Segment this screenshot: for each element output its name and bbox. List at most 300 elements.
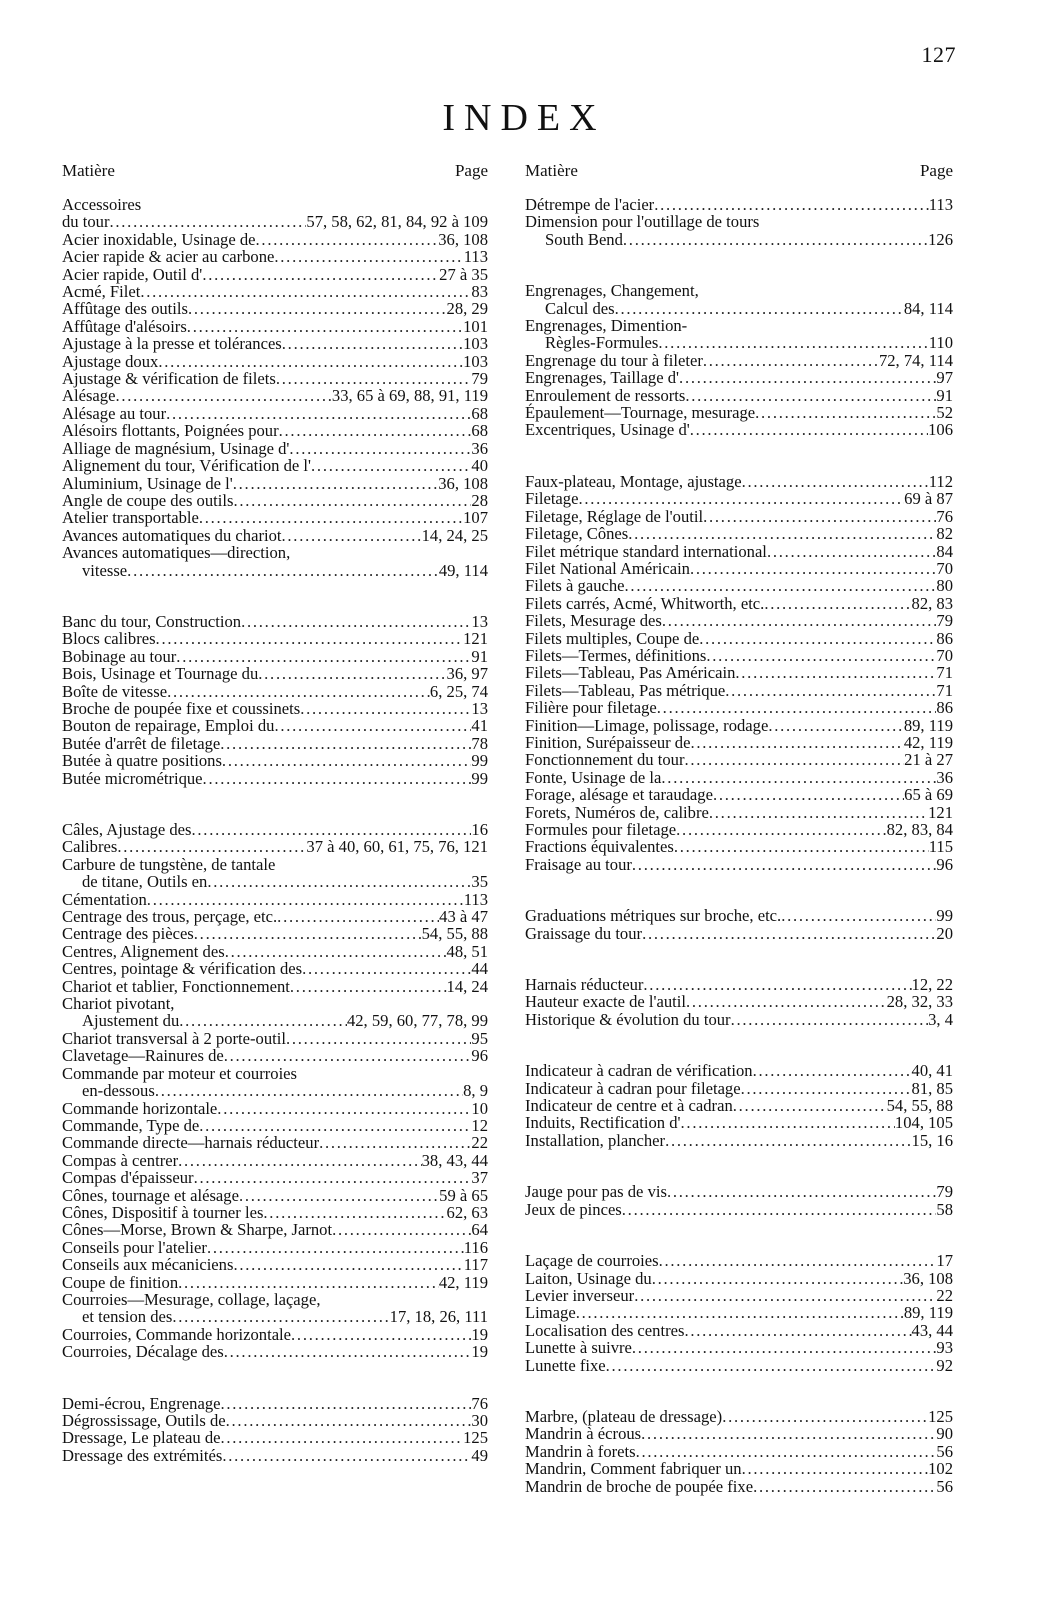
index-entry [525,525,953,542]
index-entry-subject: Lunette fixe [525,1355,606,1375]
index-entry-subject: Filets multiples, Coupe de [525,628,700,648]
index-entry [62,283,488,300]
index-entry-pages: 36 [936,767,953,787]
index-entry-pages: 30 [471,1411,488,1430]
index-entry [525,1408,953,1425]
index-entry-subject: Graissage du tour [525,923,643,943]
index-entry [62,353,488,370]
index-entry-pages: 3, 4 [928,1009,953,1029]
index-entry-pages: 68 [471,421,488,441]
index-entry [525,1114,953,1131]
dot-leader [302,960,471,977]
index-entry-pages: 90 [936,1424,953,1444]
index-group [62,821,488,1361]
index-entry-subject: Atelier transportable [62,508,199,528]
dot-leader [319,1134,471,1151]
dot-leader [764,595,911,612]
index-entry-pages: 28, 29 [446,299,488,319]
index-entry [525,734,953,751]
dot-leader [176,648,471,665]
dot-leader [676,821,886,838]
index-entry-subject: Bouton de repairage, Emploi du [62,716,275,736]
index-entry [525,821,953,838]
index-entry-pages: 121 [928,802,953,822]
index-group [525,282,953,439]
dot-leader [156,630,464,647]
dot-leader [115,387,331,404]
index-entry-pages: 42, 119 [438,1272,488,1292]
index-entry-pages: 89, 119 [903,715,953,735]
index-entry-pages: 21 à 27 [904,750,953,770]
index-entry [62,908,488,925]
index-entry-subject: Harnais réducteur [525,975,644,995]
index-entry [525,717,953,734]
index-entry-pages: 49 [471,1445,488,1465]
dot-leader [735,664,936,681]
dot-leader [622,1201,937,1218]
index-entry-pages: 125 [463,1428,488,1448]
index-entry [62,1239,488,1256]
column-header-page: Page [919,161,953,180]
index-entry [525,577,953,594]
index-entry-subject: Filets, Mesurage des [525,611,662,631]
index-entry-pages: 12, 22 [911,975,953,995]
index-entry [525,473,953,490]
index-entry-subject: Engrenages, Taillage d' [525,368,680,388]
dot-leader [192,821,472,838]
index-entry-pages: 17 [936,1251,953,1271]
index-entry [62,735,488,752]
index-entry [525,786,953,803]
index-entry-subject: Demi-écrou, Engrenage [62,1393,221,1413]
index-entry [62,213,488,230]
dot-leader [300,700,471,717]
dot-leader [578,490,904,507]
index-entry [62,1012,488,1029]
index-entry [62,613,488,630]
column-header [525,162,953,196]
index-entry [62,821,488,838]
index-entry [62,1082,488,1099]
dot-leader [224,1047,472,1064]
index-entry [62,196,488,213]
index-entry [62,422,488,439]
index-entry [62,995,488,1012]
index-entry-subject: Blocs calibres [62,629,156,649]
index-entry-pages: 103 [463,334,488,354]
dot-leader [699,630,936,647]
index-entry-pages: 62, 63 [446,1202,488,1222]
page-title: INDEX [442,97,606,139]
index-entry-subject: Acmé, Filet [62,282,141,302]
index-group [525,907,953,942]
index-entry-subject: Alésage [62,386,116,406]
index-entry-pages: 10 [471,1098,488,1118]
index-entry-pages: 15, 16 [911,1130,953,1150]
index-entry [525,1097,953,1114]
index-entry-subject: Ajustage & vérification de filets [62,369,276,389]
index-entry-pages: 79 [936,1182,953,1202]
index-entry [525,1011,953,1028]
index-entry-subject: Fraisage au tour [525,854,632,874]
index-entry-pages: 107 [463,508,488,528]
index-entry-pages: 113 [463,247,488,267]
index-entry-subject: Levier inverseur [525,1285,635,1305]
index-entry-pages: 91 [471,646,488,666]
index-entry [525,925,953,942]
dot-leader [194,1169,472,1186]
dot-leader [642,925,936,942]
index-entry-pages: 57, 58, 62, 81, 84, 92 à 109 [306,212,488,232]
dot-leader [188,300,447,317]
index-entry-pages: 64 [471,1220,488,1240]
index-entry-pages: 6, 25, 74 [429,681,488,701]
index-entry-subject: Enroulement de ressorts [525,385,686,405]
index-entry-pages: 14, 24 [446,976,488,996]
index-entry-subject: Chariot et tablier, Fonctionnement [62,976,290,996]
index-entry [62,856,488,873]
dot-leader [606,1357,937,1374]
index-entry-subject: Courroies—Mesurage, collage, laçage, [62,1289,321,1309]
index-entry-subject: Cônes—Morse, Brown & Sharpe, Jarnot [62,1220,333,1240]
index-entry-subject: Filets—Tableau, Pas Américain [525,663,736,683]
index-entry [62,335,488,352]
index-entry-subject: en-dessous [82,1081,155,1101]
index-entry-pages: 68 [471,403,488,423]
dot-leader [685,387,936,404]
index-entry-subject: Conseils aux mécaniciens [62,1255,234,1275]
index-entry-pages: 44 [471,959,488,979]
index-entry [62,1447,488,1464]
dot-leader [220,1395,471,1412]
index-entry [62,475,488,492]
dot-leader [634,1287,936,1304]
index-entry [525,1201,953,1218]
index-entry-pages: 104, 105 [894,1113,953,1133]
index-entry [525,804,953,821]
index-entry-subject: de titane, Outils en [82,872,208,892]
dot-leader [709,804,928,821]
index-entry [525,612,953,629]
index-entry-subject: Forage, alésage et taraudage [525,785,713,805]
dot-leader [274,248,463,265]
dot-leader [194,925,422,942]
index-entry [525,1304,953,1321]
dot-leader [109,213,306,230]
index-entry-subject: Compas d'épaisseur [62,1168,194,1188]
index-entry-pages: 22 [471,1133,488,1153]
index-entry-subject: Jeux de pinces [525,1199,622,1219]
index-group [525,976,953,1028]
index-entry-subject: Dégrossissage, Outils de [62,1411,226,1430]
index-entry-pages: 35 [471,872,488,892]
index-entry-subject: Règles-Formules [545,333,659,353]
index-entry [525,751,953,768]
index-entry [62,1152,488,1169]
index-entry-subject: Banc du tour, Construction [62,611,242,631]
dot-leader [290,978,447,995]
index-entry-subject: Historique & évolution du tour [525,1009,731,1029]
index-entry-subject: Commande directe—harnais réducteur [62,1133,320,1153]
index-entry [62,387,488,404]
index-entry [62,457,488,474]
index-entry [525,993,953,1010]
index-entry-pages: 54, 55, 88 [421,924,488,944]
index-entry-pages: 40 [471,456,488,476]
index-group [62,613,488,787]
index-entry-pages: 56 [936,1476,953,1496]
index-entry-subject: Commande horizontale [62,1098,218,1118]
index-entry [62,1274,488,1291]
index-entry-subject: Détrempe de l'acier [525,195,655,214]
index-entry-subject: Acier inoxidable, Usinage de [62,229,256,249]
index-entry [525,1252,953,1269]
dot-leader [158,353,463,370]
index-entry-pages: 89, 119 [903,1303,953,1323]
index-entry [525,213,953,230]
dot-leader [625,577,937,594]
index-entry [62,1204,488,1221]
index-entry-subject: Calibres [62,837,118,857]
index-entry [62,1100,488,1117]
index-group [525,1408,953,1495]
column-header [62,162,488,196]
index-entry [62,492,488,509]
column-header-page: Page [454,161,488,180]
index-entry-subject: Forets, Numéros de, calibre [525,802,709,822]
index-entry-pages: 13 [471,698,488,718]
dot-leader [172,1308,389,1325]
index-entry-pages: 126 [928,229,953,249]
dot-leader [703,352,879,369]
dot-leader [279,422,472,439]
dot-leader [661,769,936,786]
dot-leader [202,266,439,283]
index-entry [525,317,953,334]
index-entry-subject: Coupe de finition [62,1272,179,1292]
index-entry [525,352,953,369]
dot-leader [643,976,911,993]
index-entry-pages: 19 [471,1342,488,1362]
index-entry-subject: Laçage de courroies [525,1251,659,1271]
index-group [525,1252,953,1374]
index-entry-subject: vitesse [82,560,128,580]
dot-leader [722,1408,928,1425]
index-entry-subject: Aluminium, Usinage de l' [62,473,233,493]
index-entry-pages: 76 [471,1393,488,1413]
dot-leader [332,1221,471,1238]
index-entry-pages: 16 [471,820,488,839]
index-entry [62,1030,488,1047]
dot-leader [127,562,439,579]
dot-leader [282,527,422,544]
index-entry-pages: 125 [928,1406,953,1426]
dot-leader [233,492,471,509]
dot-leader [276,370,472,387]
index-entry-pages: 80 [936,576,953,596]
index-entry-subject: Affûtage d'alésoirs [62,316,187,336]
index-entry-pages: 36, 108 [438,473,488,493]
index-entry-pages: 70 [936,645,953,665]
index-entry-subject: Boîte de vitesse [62,681,168,701]
dot-leader [291,1326,471,1343]
index-entry [525,1460,953,1477]
index-entry-subject: Angle de coupe des outils [62,490,234,510]
column-header-subject: Matière [525,161,578,180]
index-entry-subject: Filet métrique standard international [525,541,767,561]
index-entry [525,1062,953,1079]
dot-leader [147,891,464,908]
dot-leader [658,334,928,351]
dot-leader [628,525,936,542]
index-entry-pages: 59 à 65 [439,1185,488,1205]
index-entry [525,543,953,560]
index-entry [525,1183,953,1200]
dot-leader [233,1256,463,1273]
index-entry [62,1429,488,1446]
index-entry [62,683,488,700]
index-entry-subject: Indicateur à cadran de vérification [525,1061,753,1081]
index-entry [525,300,953,317]
index-entry-pages: 91 [936,385,953,405]
index-entry-subject: Câles, Ajustage des [62,820,192,839]
index-entry-pages: 99 [936,906,953,926]
index-entry [62,943,488,960]
index-entry-subject: Ajustement du [82,1011,180,1031]
dot-leader [233,475,438,492]
index-entry [62,440,488,457]
index-entry [62,1291,488,1308]
index-entry [525,1287,953,1304]
dot-leader [690,734,903,751]
dot-leader [217,1100,471,1117]
index-entry-subject: Cémentation [62,889,147,909]
index-entry [62,248,488,265]
index-entry-subject: Engrenages, Dimention- [525,316,688,336]
index-entry-pages: 86 [936,628,953,648]
index-entry [525,508,953,525]
index-entry-subject: Carbure de tungstène, de tantale [62,854,276,874]
index-entry [525,421,953,438]
dot-leader [199,1117,471,1134]
index-entry-subject: Centres, Alignement des [62,941,225,961]
index-entry-subject: Installation, plancher [525,1130,666,1150]
index-entry-pages: 117 [463,1255,488,1275]
index-entry [525,560,953,577]
index-entry-subject: Mandrin, Comment fabriquer un [525,1459,742,1479]
index-group [525,1183,953,1218]
dot-leader [263,1204,446,1221]
index-entry [62,838,488,855]
index-entry-pages: 76 [936,506,953,526]
index-entry [525,664,953,681]
dot-leader [178,1274,439,1291]
dot-leader [226,1412,472,1429]
index-entry [62,752,488,769]
index-entry-subject: Alliage de magnésium, Usinage d' [62,438,290,458]
index-entry-subject: Mandrin à écrous [525,1424,642,1444]
index-entry-subject: Marbre, (plateau de dressage) [525,1406,723,1426]
index-entry-subject: Épaulement—Tournage, mesurage [525,403,756,423]
index-entry-pages: 12 [471,1115,488,1135]
index-entry [62,770,488,787]
index-entry-subject: Acier rapide, Outil d' [62,264,203,284]
index-entry-pages: 37 [471,1168,488,1188]
dot-leader [767,543,936,560]
index-entry-pages: 113 [463,889,488,909]
index-entry-subject: Cônes, tournage et alésage [62,1185,239,1205]
index-entry [525,595,953,612]
index-entry-subject: Indicateur de centre et à cadran [525,1096,733,1116]
dot-leader [220,735,471,752]
index-entry-pages: 40, 41 [911,1061,953,1081]
index-entry-pages: 99 [471,751,488,771]
index-entry-pages: 22 [936,1285,953,1305]
index-entry-subject: Mandrin à forets [525,1441,636,1461]
index-entry-pages: 48, 51 [446,941,488,961]
index-entry [525,231,953,248]
dot-leader [282,335,463,352]
index-entry [62,1395,488,1412]
index-entry-pages: 81, 85 [911,1078,953,1098]
index-entry-subject: Faux-plateau, Montage, ajustage [525,471,742,491]
index-entry-subject: Acier rapide & acier au carbone [62,247,275,267]
dot-leader [632,1339,937,1356]
index-entry-subject: Chariot transversal à 2 porte-outil [62,1028,286,1048]
dot-leader [725,682,936,699]
index-entry-subject: Ajustage doux [62,351,159,371]
dot-leader [684,751,904,768]
index-entry-subject: Filets carrés, Acmé, Whitworth, etc. [525,593,765,613]
index-entry-pages: 95 [471,1028,488,1048]
index-entry-pages: 97 [936,368,953,388]
index-entry-subject: Fonte, Usinage de la [525,767,662,787]
index-entry-subject: Filière pour filetage [525,698,657,718]
dot-leader [220,1429,463,1446]
index-entry-pages: 14, 24, 25 [421,525,488,545]
dot-leader [241,613,471,630]
index-entry-pages: 20 [936,923,953,943]
dot-leader [742,1460,929,1477]
dot-leader [258,665,446,682]
index-entry-subject: Dressage des extrémités [62,1445,223,1465]
dot-leader [166,405,471,422]
index-entry-pages: 96 [471,1046,488,1066]
index-entry-pages: 54, 55, 88 [886,1096,953,1116]
index-entry-pages: 103 [463,351,488,371]
index-entry [62,1187,488,1204]
dot-leader [222,752,471,769]
index-entry-pages: 17, 18, 26, 111 [389,1307,488,1327]
index-entry [525,856,953,873]
index-entry [62,370,488,387]
dot-leader [239,1187,439,1204]
index-entry [525,196,953,213]
index-entry [525,682,953,699]
dot-leader [222,1447,471,1464]
dot-leader [753,1478,936,1495]
dot-leader [659,1252,937,1269]
index-entry-pages: 79 [936,611,953,631]
index-entry-subject: Alésoirs flottants, Poignées pour [62,421,279,441]
index-entry [525,630,953,647]
dot-leader [742,473,929,490]
index-entry [525,404,953,421]
index-group [62,1395,488,1465]
index-entry-pages: 82, 83 [911,593,953,613]
index-column-right [525,162,953,1529]
index-entry [525,976,953,993]
